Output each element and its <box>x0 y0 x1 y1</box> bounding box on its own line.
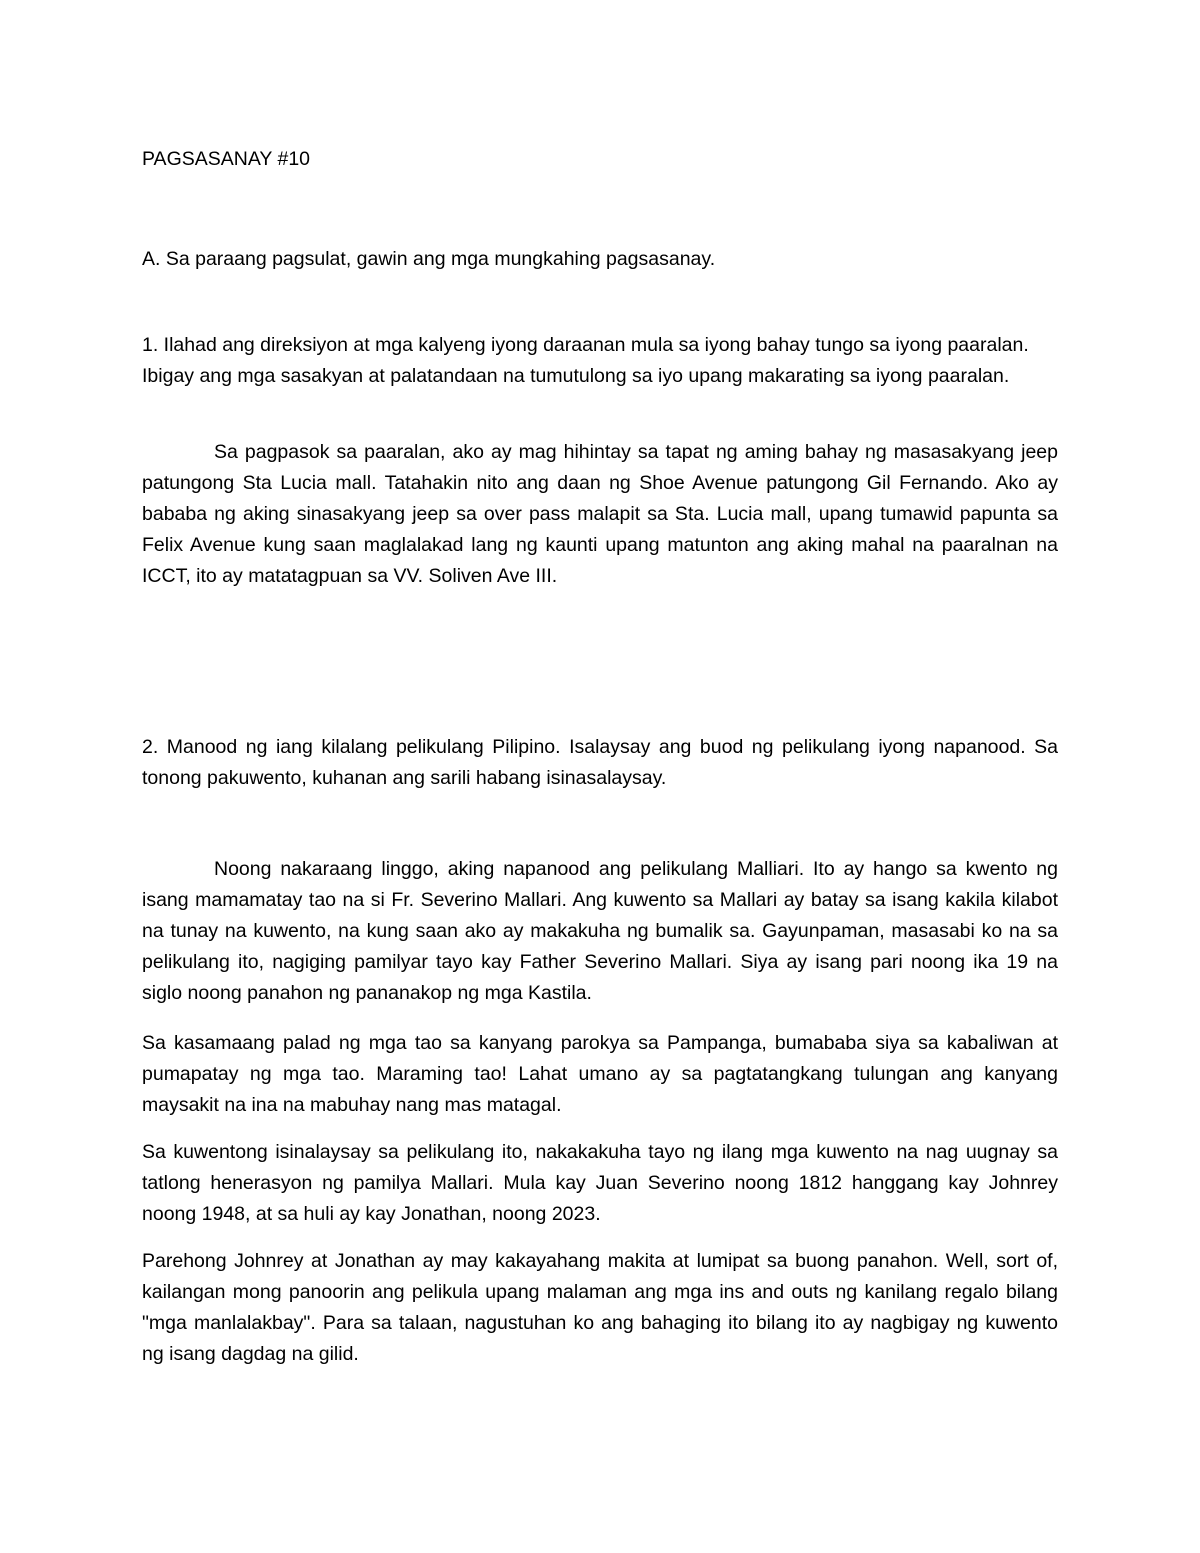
question-2: 2. Manood ng iang kilalang pelikulang Pilipino. Isalaysay ang buod ng pelikulang iyong napanood. Sa tonong pakuwento, kuhanan ang sarili habang isinasalaysay. <box>142 736 1058 789</box>
answer-1-paragraph: Sa pagpasok sa paaralan, ako ay mag hihintay sa tapat ng aming bahay ng masasakyang jeep patungong Sta Lucia mall. Tatahakin nito ang daan ng Shoe Avenue patungong Gil Fernando. Ako ay bababa ng aking sinasakyang jeep sa over pass malapit sa Sta. Lucia mall, upang tumawid papunta sa Felix Avenue kung saan maglalakad lang ng kaunti upang matunton ang aking mahal na paaralnan na ICCT, ito ay matatagpuan sa VV. Soliven Ave III. <box>142 441 1058 587</box>
answer-2-paragraph-3: Sa kuwentong isinalaysay sa pelikulang ito, nakakakuha tayo ng ilang mga kuwento na nag uugnay sa tatlong henerasyon ng pamilya Mallari. Mula kay Juan Severino noong 1812 hanggang kay Johnrey noong 1948, at sa huli ay kay Jonathan, noong 2023. <box>142 1141 1058 1225</box>
section-instruction: A. Sa paraang pagsulat, gawin ang mga mungkahing pagsasanay. <box>142 248 716 270</box>
answer-2-paragraph-1: Noong nakaraang linggo, aking napanood ang pelikulang Malliari. Ito ay hango sa kwento ng isang mamamatay tao na si Fr. Severino Mallari. Ang kuwento sa Mallari ay batay sa isang kakila kilabot na tunay na kuwento, na kung saan ako ay makakuha ng bumalik sa. Gayunpaman, masasabi ko na sa pelikulang ito, nagiging pamilyar tayo kay Father Severino Mallari. Siya ay isang pari noong ika 19 na siglo noong panahon ng pananakop ng mga Kastila. <box>142 858 1058 1004</box>
answer-2-paragraph-2: Sa kasamaang palad ng mga tao sa kanyang parokya sa Pampanga, bumababa siya sa kabaliwan at pumapatay ng mga tao. Maraming tao! Lahat umano ay sa pagtatangkang tulungan ang kanyang maysakit na ina na mabuhay nang mas matagal. <box>142 1032 1058 1116</box>
document-title: PAGSASANAY #10 <box>142 148 311 170</box>
question-1: 1. Ilahad ang direksiyon at mga kalyeng iyong daraanan mula sa iyong bahay tungo sa iyong paaralan. Ibigay ang mga sasakyan at palatandaan na tumutulong sa iyo upang makarating sa iyong paaralan. <box>142 334 1029 387</box>
answer-2-paragraph-4: Parehong Johnrey at Jonathan ay may kakayahang makita at lumipat sa buong panahon. Well, sort of, kailangan mong panoorin ang pelikula upang malaman ang mga ins and outs ng kanilang regalo bilang "mga manlalakbay". Para sa talaan, nagustuhan ko ang bahaging ito bilang ito ay nagbigay ng kuwento ng isang dagdag na gilid. <box>142 1250 1058 1365</box>
